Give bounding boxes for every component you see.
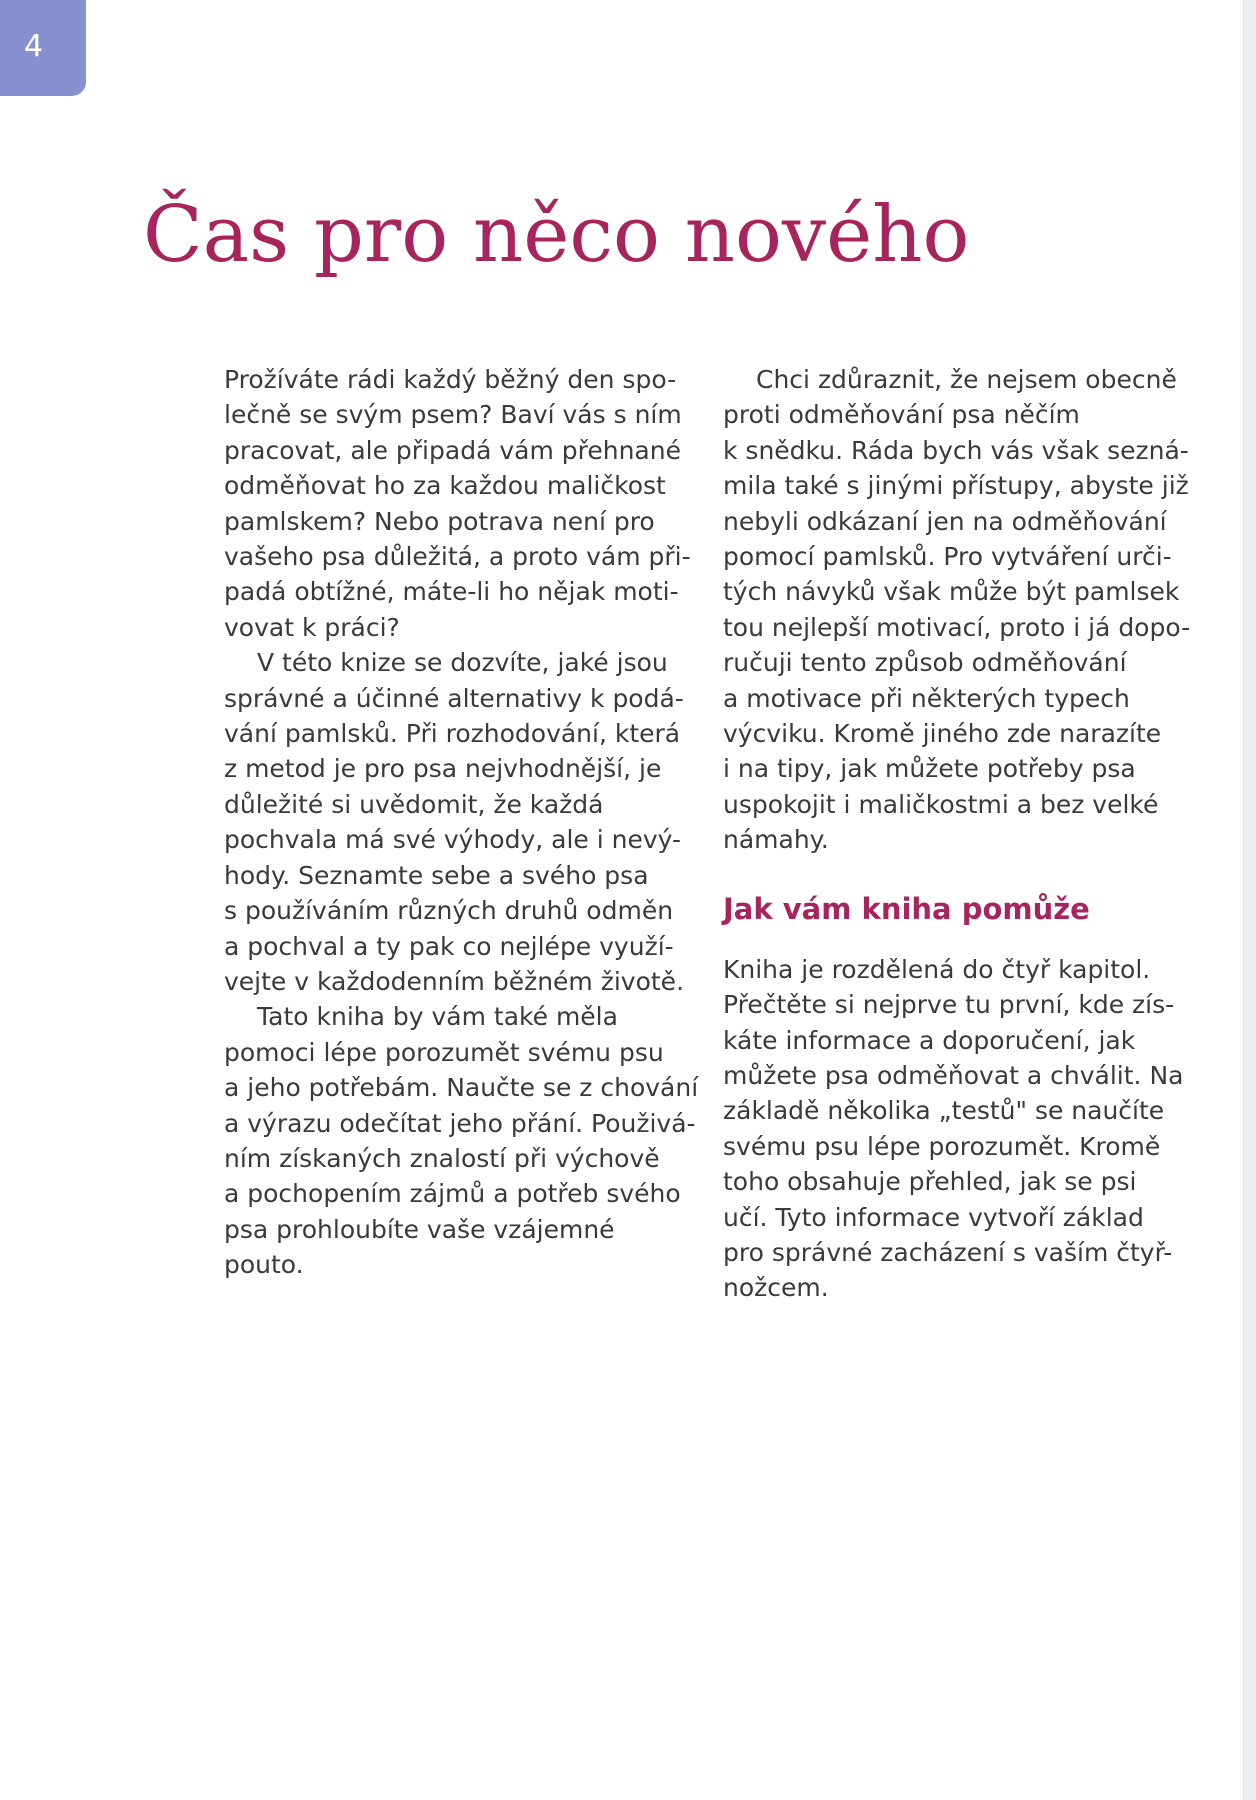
text-line: lečně se svým psem? Baví vás s ním <box>224 400 682 430</box>
paragraph-first-line: V této knize se dozvíte, jaké jsou <box>257 648 668 678</box>
text-line: z metod je pro psa nejvhodnější, je <box>224 754 662 784</box>
text-line: pochvala má své výhody, ale i nevý- <box>224 825 682 855</box>
page-title: Čas pro něco nového <box>143 190 970 280</box>
text-line: vovat k práci? <box>224 612 400 642</box>
text-line: a motivace při některých typech <box>723 683 1130 713</box>
text-line: a pochval a ty pak co nejlépe využí- <box>224 931 674 961</box>
text-line: ručuji tento způsob odměňování <box>723 648 1127 678</box>
text-line: a jeho potřebám. Naučte se z chování <box>224 1073 699 1103</box>
text-line: Kniha je rozdělená do čtyř kapitol. <box>723 954 1151 984</box>
text-line: padá obtížné, máte-li ho nějak moti- <box>224 577 679 607</box>
text-line: pamlskem? Nebo potrava není pro <box>224 506 655 536</box>
text-line: uspokojit i maličkostmi a bez velké <box>723 789 1159 819</box>
text-line: mila také s jinými přístupy, abyste již <box>723 471 1189 501</box>
text-line: tou nejlepší motivací, proto i já dopo- <box>723 612 1191 642</box>
paragraph-first-line: Tato kniha by vám také měla <box>257 1002 618 1032</box>
text-line: a pochopením zájmů a potřeb svého <box>224 1179 681 1209</box>
text-line: vání pamlsků. Při rozhodování, která <box>224 719 681 749</box>
page-edge <box>1243 0 1256 1800</box>
text-line: správné a účinné alternativy k podá- <box>224 683 684 713</box>
text-line: svému psu lépe porozumět. Kromě <box>723 1131 1161 1161</box>
text-line: nebyli odkázaní jen na odměňování <box>723 506 1167 536</box>
text-line: a výrazu odečítat jeho přání. Použivá- <box>224 1108 696 1138</box>
text-line: pomoci lépe porozumět svému psu <box>224 1037 664 1067</box>
text-line: psa prohloubíte vaše vzájemné <box>224 1214 615 1244</box>
text-line: tých návyků však může být pamlsek <box>723 577 1180 607</box>
section-heading: Jak vám kniha pomůže <box>723 891 1090 926</box>
text-line: vejte v každodenním běžném životě. <box>224 966 685 996</box>
text-line: proti odměňování psa něčím <box>723 400 1080 430</box>
text-line: toho obsahuje přehled, jak se psi <box>723 1167 1137 1197</box>
text-line: nožcem. <box>723 1273 829 1303</box>
paragraph-first-line: Chci zdůraznit, že nejsem obecně <box>756 365 1177 394</box>
text-line: učí. Tyto informace vytvoří základ <box>723 1202 1144 1232</box>
left-column <box>224 362 699 1283</box>
text-line: výcviku. Kromě jiného zde narazíte <box>723 719 1162 749</box>
text-line: Přečtěte si nejprve tu první, kde zís- <box>723 990 1175 1020</box>
text-line: hody. Seznamte sebe a svého psa <box>224 860 649 890</box>
text-line: důležité si uvědomit, že každá <box>224 789 604 819</box>
text-line: námahy. <box>723 825 829 855</box>
text-line: můžete psa odměňovat a chválit. Na <box>723 1060 1184 1090</box>
right-column <box>723 362 1193 1306</box>
page-number: 4 <box>24 29 44 64</box>
text-line: vašeho psa důležitá, a proto vám při- <box>224 542 691 572</box>
text-line: odměňovat ho za každou maličkost <box>224 471 666 501</box>
text-line: pomocí pamlsků. Pro vytváření urči- <box>723 542 1172 572</box>
text-line: základě několika „testů" se naučíte <box>723 1096 1165 1126</box>
text-line: pracovat, ale připadá vám přehnané <box>224 435 681 465</box>
text-line: pro správné zacházení s vaším čtyř- <box>723 1238 1173 1267</box>
text-line: k snědku. Ráda bych vás však sezná- <box>723 435 1189 465</box>
text-line: i na tipy, jak můžete potřeby psa <box>723 754 1136 784</box>
text-line: ním získaných znalostí při výchově <box>224 1143 660 1173</box>
text-line: Prožíváte rádi každý běžný den spo- <box>224 365 677 394</box>
text-line: pouto. <box>224 1250 304 1280</box>
text-line: s používáním různých druhů odměn <box>224 896 674 926</box>
text-line: káte informace a doporučení, jak <box>723 1025 1136 1055</box>
